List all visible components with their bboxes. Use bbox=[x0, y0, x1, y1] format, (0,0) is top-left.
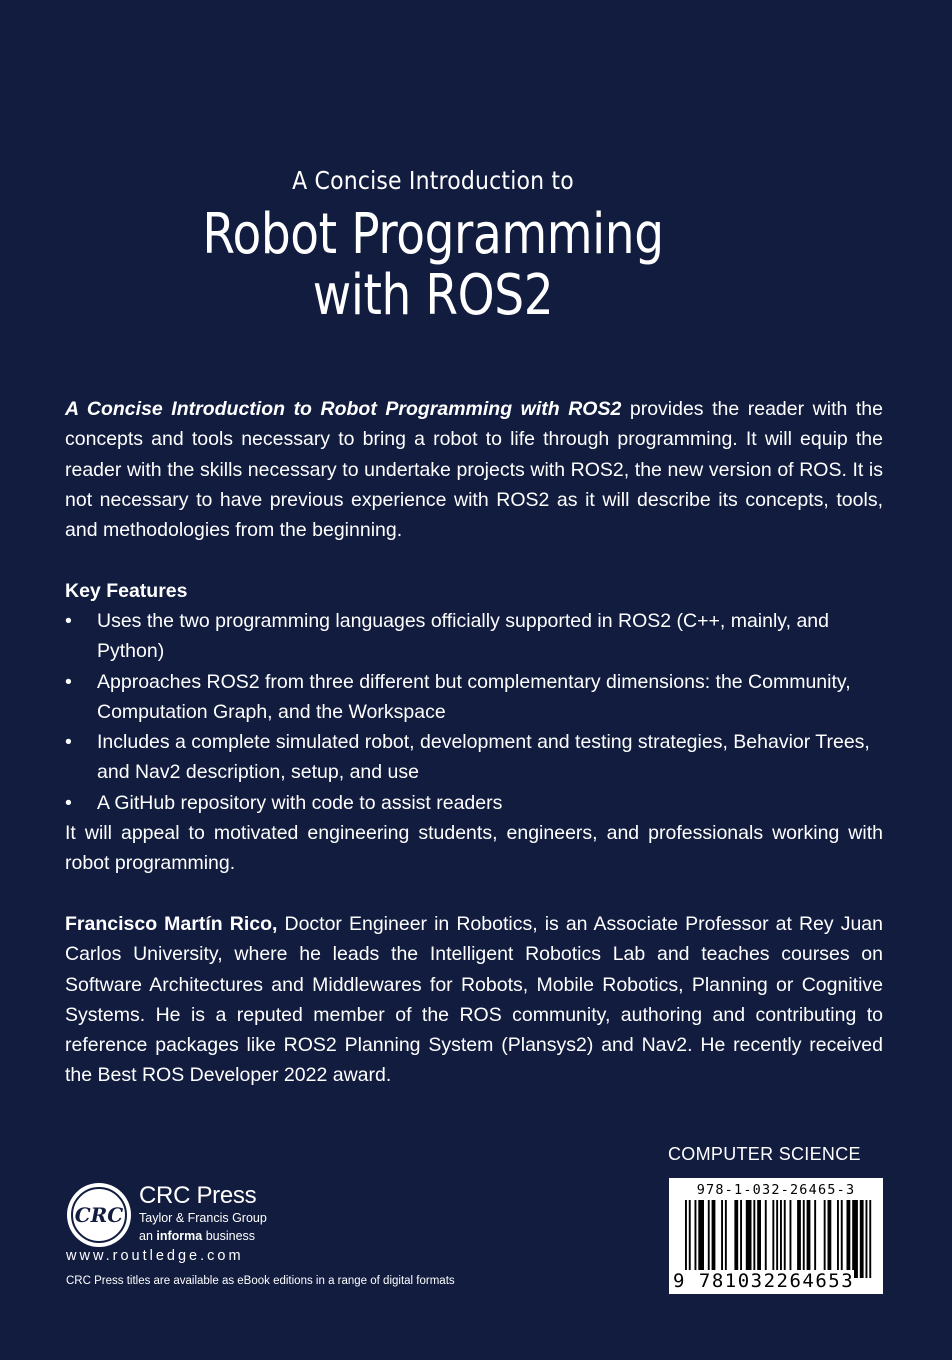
author-bio: Doctor Engineer in Robotics, is an Associate Professor at Rey Juan Carlos University, where he leads the Intelligent Robotics Lab and teaches courses on Software Architectures and Middlewares for Robots, Mobile Robotics, Planning or Cognitive Systems. He is a reputed member of the ROS community, authoring and contributing to reference packages like ROS2 Planning System (Plansys2) and Nav2. He recently received the Best ROS Developer 2022 award. bbox=[65, 913, 883, 1087]
barcode-bar bbox=[757, 1200, 761, 1278]
barcode-bar bbox=[824, 1200, 826, 1278]
barcode-bar bbox=[784, 1200, 786, 1278]
feature-text: Approaches ROS2 from three different but complementary dimensions: the Community, Computation Graph, and the Workspace bbox=[97, 670, 851, 723]
barcode-bar bbox=[772, 1200, 774, 1278]
book-title-line-1: Robot Programming bbox=[202, 202, 664, 267]
features-list bbox=[65, 606, 883, 818]
feature-text: Includes a complete simulated robot, development and testing strategies, Behavior Trees, and Nav2 description, setup, and use bbox=[97, 731, 870, 784]
publisher-group: Taylor & Francis Group bbox=[139, 1211, 267, 1225]
barcode-bar bbox=[698, 1200, 704, 1278]
barcode-bar bbox=[837, 1200, 839, 1278]
barcode-bar bbox=[803, 1200, 805, 1278]
features-heading: Key Features bbox=[65, 580, 188, 602]
bullet-icon: • bbox=[65, 610, 72, 632]
feature-item bbox=[65, 606, 883, 667]
barcode-bar bbox=[685, 1200, 687, 1278]
feature-item bbox=[65, 788, 883, 818]
intro-paragraph bbox=[65, 394, 883, 545]
barcode-bar bbox=[765, 1200, 767, 1278]
ean-digits: 781032264653 bbox=[698, 1270, 855, 1292]
book-subtitle: A Concise Introduction to bbox=[292, 166, 574, 195]
barcode-bar bbox=[814, 1200, 816, 1278]
barcode-bar bbox=[866, 1200, 868, 1278]
bullet-icon: • bbox=[65, 670, 72, 693]
informa-prefix: an bbox=[139, 1229, 157, 1243]
publisher-informa bbox=[139, 1229, 255, 1243]
bullet-icon: • bbox=[65, 731, 72, 754]
barcode-bar bbox=[790, 1200, 792, 1278]
appeal-paragraph: It will appeal to motivated engineering students, engineers, and professionals working with robot programming. bbox=[65, 822, 883, 875]
informa-suffix: business bbox=[202, 1229, 256, 1243]
barcode-bar bbox=[841, 1200, 843, 1278]
barcode-bar bbox=[828, 1200, 832, 1278]
author-name: Francisco Martín Rico, bbox=[65, 913, 278, 935]
barcode-bar bbox=[712, 1200, 716, 1278]
barcode-bars bbox=[685, 1200, 875, 1278]
isbn-barcode bbox=[669, 1178, 883, 1294]
intro-book-title: A Concise Introduction to Robot Programming with ROS2 bbox=[65, 398, 622, 420]
intro-text: provides the reader with the concepts and tools necessary to bring a robot to life through programming. It will equip the reader with the skills necessary to undertake projects with ROS2, the new version of ROS. It is not necessary to have previous experience with ROS2 as it will describe its concepts, tools, and methodologies from the beginning. bbox=[65, 398, 883, 542]
barcode-bar bbox=[725, 1200, 727, 1278]
barcode-bar bbox=[746, 1200, 752, 1278]
barcode-bar bbox=[740, 1200, 742, 1278]
barcode-bar bbox=[860, 1200, 864, 1278]
barcode-bar bbox=[695, 1200, 697, 1278]
barcode-bar bbox=[869, 1200, 871, 1278]
crc-press-logo bbox=[66, 1182, 132, 1248]
feature-text: Uses the two programming languages officially supported in ROS2 (C++, mainly, and Python) bbox=[97, 610, 829, 663]
ebook-note: CRC Press titles are available as eBook editions in a range of digital formats bbox=[66, 1275, 455, 1287]
barcode-bar bbox=[708, 1200, 710, 1278]
feature-item bbox=[65, 727, 883, 788]
barcode-bar bbox=[807, 1200, 811, 1278]
barcode-bar bbox=[847, 1200, 851, 1278]
informa-bold: informa bbox=[156, 1229, 203, 1243]
barcode-bar bbox=[780, 1200, 782, 1278]
barcode-bar bbox=[753, 1200, 755, 1278]
barcode-bar bbox=[721, 1200, 723, 1278]
book-title-line-2: with ROS2 bbox=[312, 263, 554, 328]
category-label: COMPUTER SCIENCE bbox=[668, 1144, 861, 1164]
bullet-icon: • bbox=[65, 791, 72, 814]
ean-first-digit: 9 bbox=[673, 1270, 686, 1292]
publisher-website: www.routledge.com bbox=[66, 1248, 244, 1264]
isbn-number: 978-1-032-26465-3 bbox=[696, 1182, 856, 1198]
publisher-name: CRC Press bbox=[139, 1182, 257, 1209]
barcode-bar bbox=[852, 1200, 858, 1278]
author-paragraph bbox=[65, 909, 883, 1091]
feature-item bbox=[65, 667, 883, 728]
crc-logo-text: CRC bbox=[74, 1203, 124, 1227]
ean-number bbox=[673, 1270, 854, 1292]
barcode-bar bbox=[689, 1200, 691, 1278]
feature-text: A GitHub repository with code to assist readers bbox=[97, 791, 503, 814]
barcode-bar bbox=[776, 1200, 778, 1278]
barcode-bar bbox=[734, 1200, 738, 1278]
barcode-bar bbox=[797, 1200, 801, 1278]
